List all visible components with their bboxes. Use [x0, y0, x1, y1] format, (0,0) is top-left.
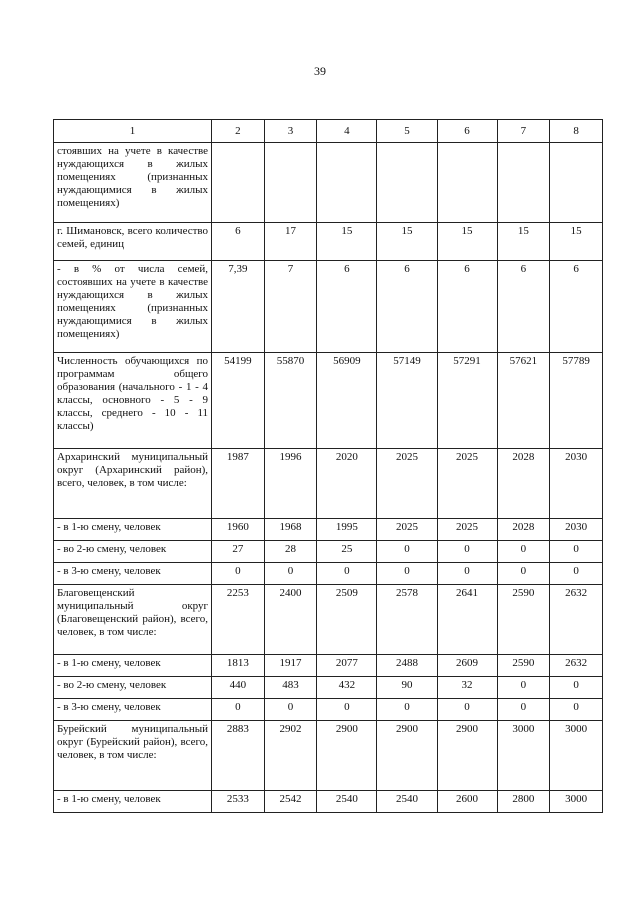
table-row — [54, 223, 603, 261]
row-label: стоявших на учете в качестве нуждающихся в жилых помещениях (признанных нуждающимися в жилых помещениях) — [54, 143, 212, 223]
column-header: 1 — [54, 120, 212, 143]
table-cell: 0 — [437, 563, 497, 585]
column-header: 2 — [212, 120, 265, 143]
table-cell: 1995 — [317, 519, 377, 541]
table-cell: 15 — [377, 223, 437, 261]
table-row — [54, 541, 603, 563]
table-cell: 0 — [377, 699, 437, 721]
row-label: Численность обучающихся по программам общего образования (начального - 1 - 4 классы, основного - 5 - 9 классы, среднего - 10 - 11 классы) — [54, 353, 212, 449]
table-row — [54, 699, 603, 721]
table-cell: 0 — [377, 541, 437, 563]
table-cell — [497, 143, 550, 223]
table-cell: 2902 — [264, 721, 317, 791]
table-cell: 0 — [550, 563, 603, 585]
table-cell: 15 — [317, 223, 377, 261]
page-number: 39 — [314, 64, 326, 78]
table-cell: 6 — [437, 261, 497, 353]
table-cell: 3000 — [550, 721, 603, 791]
table-cell: 2883 — [212, 721, 265, 791]
table-cell: 1960 — [212, 519, 265, 541]
table-cell — [264, 143, 317, 223]
table-row — [54, 721, 603, 791]
table-cell: 2590 — [497, 655, 550, 677]
table-cell: 0 — [264, 699, 317, 721]
table-row — [54, 449, 603, 519]
table-cell: 2542 — [264, 791, 317, 813]
table-cell: 2900 — [377, 721, 437, 791]
table-cell: 0 — [497, 699, 550, 721]
table-cell — [377, 143, 437, 223]
row-label: Архаринский муниципальный округ (Архаринский район), всего, человек, в том числе: — [54, 449, 212, 519]
table-cell: 6 — [550, 261, 603, 353]
table-cell — [437, 143, 497, 223]
table-cell: 2028 — [497, 449, 550, 519]
table-cell: 0 — [497, 563, 550, 585]
table-cell: 0 — [317, 563, 377, 585]
table-cell: 2077 — [317, 655, 377, 677]
table-cell: 1813 — [212, 655, 265, 677]
table-row — [54, 143, 603, 223]
table-cell: 57149 — [377, 353, 437, 449]
table-cell: 2020 — [317, 449, 377, 519]
table-cell: 15 — [550, 223, 603, 261]
table-cell: 0 — [212, 699, 265, 721]
table-cell: 2025 — [437, 519, 497, 541]
row-label: - в 1-ю смену, человек — [54, 655, 212, 677]
row-label: - во 2-ю смену, человек — [54, 541, 212, 563]
table-cell: 2030 — [550, 519, 603, 541]
table-cell: 6 — [212, 223, 265, 261]
table-cell: 1987 — [212, 449, 265, 519]
column-header: 4 — [317, 120, 377, 143]
table-cell: 0 — [317, 699, 377, 721]
table-row — [54, 563, 603, 585]
table-cell: 17 — [264, 223, 317, 261]
table-cell: 2400 — [264, 585, 317, 655]
table-row — [54, 261, 603, 353]
table-cell: 7,39 — [212, 261, 265, 353]
table-cell: 432 — [317, 677, 377, 699]
table-cell: 2509 — [317, 585, 377, 655]
header-row — [54, 120, 603, 143]
table-cell: 15 — [497, 223, 550, 261]
row-label: г. Шимановск, всего количество семей, единиц — [54, 223, 212, 261]
row-label: - в % от числа семей, состоявших на учете в качестве нуждающихся в жилых помещениях (признанных нуждающимися в жилых помещениях) — [54, 261, 212, 353]
column-header: 3 — [264, 120, 317, 143]
column-header: 7 — [497, 120, 550, 143]
table-cell: 1917 — [264, 655, 317, 677]
table-row — [54, 519, 603, 541]
row-label: - в 3-ю смену, человек — [54, 699, 212, 721]
table-cell: 32 — [437, 677, 497, 699]
table-cell: 0 — [497, 677, 550, 699]
table-cell: 1996 — [264, 449, 317, 519]
table-cell: 15 — [437, 223, 497, 261]
table-cell: 2030 — [550, 449, 603, 519]
table-cell: 2253 — [212, 585, 265, 655]
table-cell: 0 — [497, 541, 550, 563]
table-cell: 3000 — [497, 721, 550, 791]
table-cell: 2632 — [550, 585, 603, 655]
column-header: 5 — [377, 120, 437, 143]
row-label: Благовещенский муниципальный округ (Благовещенский район), всего, человек, в том числе: — [54, 585, 212, 655]
table-cell: 2641 — [437, 585, 497, 655]
table-cell: 0 — [437, 699, 497, 721]
table-cell: 2025 — [437, 449, 497, 519]
table-cell: 2488 — [377, 655, 437, 677]
table-row — [54, 655, 603, 677]
row-label: Бурейский муниципальный округ (Бурейский район), всего, человек, в том числе: — [54, 721, 212, 791]
table-row — [54, 791, 603, 813]
table-cell: 57789 — [550, 353, 603, 449]
table-cell: 1968 — [264, 519, 317, 541]
table-cell: 27 — [212, 541, 265, 563]
table-cell: 54199 — [212, 353, 265, 449]
table-cell — [317, 143, 377, 223]
table-cell: 0 — [550, 541, 603, 563]
table-cell: 2900 — [317, 721, 377, 791]
table-cell: 0 — [377, 563, 437, 585]
table-row — [54, 677, 603, 699]
table-cell: 57621 — [497, 353, 550, 449]
table-cell: 56909 — [317, 353, 377, 449]
table-cell: 6 — [317, 261, 377, 353]
table-cell: 2900 — [437, 721, 497, 791]
table-cell — [212, 143, 265, 223]
table-cell: 6 — [377, 261, 437, 353]
table-cell: 7 — [264, 261, 317, 353]
table-cell: 2632 — [550, 655, 603, 677]
table-cell: 2540 — [317, 791, 377, 813]
table-cell: 57291 — [437, 353, 497, 449]
table-cell: 0 — [212, 563, 265, 585]
column-header: 6 — [437, 120, 497, 143]
table-cell: 2590 — [497, 585, 550, 655]
table-cell: 2609 — [437, 655, 497, 677]
table-cell: 6 — [497, 261, 550, 353]
column-header: 8 — [550, 120, 603, 143]
row-label: - в 1-ю смену, человек — [54, 519, 212, 541]
row-label: - во 2-ю смену, человек — [54, 677, 212, 699]
table-cell: 2540 — [377, 791, 437, 813]
table-cell: 2025 — [377, 449, 437, 519]
table-cell: 2028 — [497, 519, 550, 541]
row-label: - в 1-ю смену, человек — [54, 791, 212, 813]
table-cell: 0 — [550, 699, 603, 721]
table-cell: 2533 — [212, 791, 265, 813]
table-cell: 25 — [317, 541, 377, 563]
table-cell: 2025 — [377, 519, 437, 541]
table-cell: 90 — [377, 677, 437, 699]
row-label: - в 3-ю смену, человек — [54, 563, 212, 585]
table-cell: 2800 — [497, 791, 550, 813]
table-cell: 2600 — [437, 791, 497, 813]
table-cell: 2578 — [377, 585, 437, 655]
data-table — [53, 119, 603, 813]
table-cell: 440 — [212, 677, 265, 699]
table-cell: 0 — [264, 563, 317, 585]
table-cell: 0 — [550, 677, 603, 699]
table-row — [54, 353, 603, 449]
table-cell: 483 — [264, 677, 317, 699]
table-cell — [550, 143, 603, 223]
table-row — [54, 585, 603, 655]
table-cell: 55870 — [264, 353, 317, 449]
table-cell: 28 — [264, 541, 317, 563]
table-cell: 0 — [437, 541, 497, 563]
table-cell: 3000 — [550, 791, 603, 813]
